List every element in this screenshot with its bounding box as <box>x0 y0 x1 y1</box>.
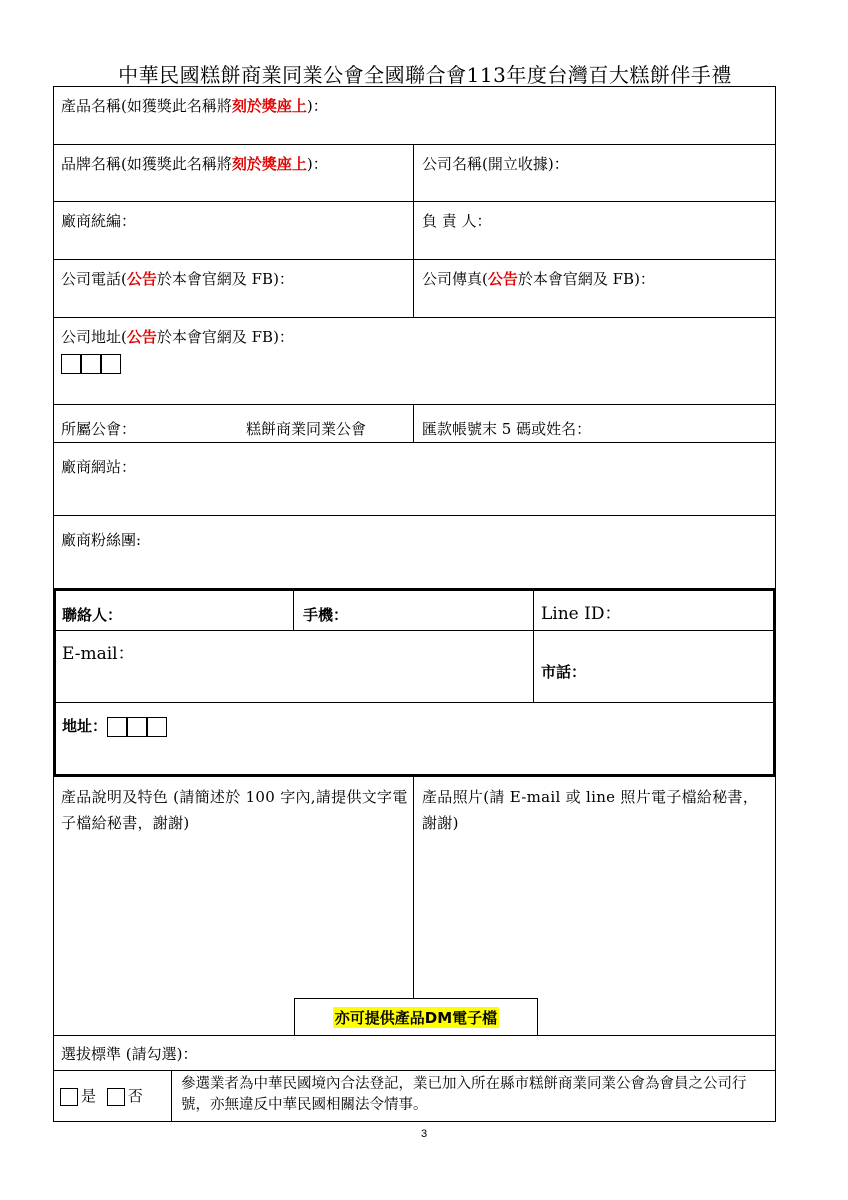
row-divider <box>53 442 776 443</box>
row-divider <box>53 515 776 516</box>
postal-box-icon[interactable] <box>107 717 127 737</box>
postal-code-boxes[interactable] <box>61 351 124 375</box>
tax-id-label: 廠商統編： <box>61 212 137 230</box>
postal-box-icon[interactable] <box>127 717 147 737</box>
description-label: 產品說明及特色 (請簡述於 100 字內,請提供文字電子檔給秘書，謝謝) <box>61 788 408 832</box>
responsible-person-label: 負 責 人： <box>422 212 492 230</box>
fanpage-label: 廠商粉絲團: <box>61 531 142 549</box>
row-divider <box>53 404 776 405</box>
row-divider <box>53 630 776 631</box>
row-divider <box>53 201 776 202</box>
mobile-label: 手機： <box>303 606 349 624</box>
criteria-options: 是 否 <box>60 1084 143 1108</box>
row-divider <box>53 144 776 145</box>
column-divider <box>413 777 414 998</box>
line-id-label: Line ID： <box>541 604 622 624</box>
company-address-label: 公司地址(公告於本會官網及 FB)： <box>61 328 294 346</box>
contact-address-label: 地址： <box>62 714 170 738</box>
website-label: 廠商網站： <box>61 458 137 476</box>
company-fax-label: 公司傳真(公告於本會官網及 FB)： <box>422 270 655 288</box>
company-phone-label: 公司電話(公告於本會官網及 FB)： <box>61 270 294 288</box>
criteria-statement: 參選業者為中華民國境內合法登記，業已加入所在縣市糕餅商業同業公會為會員之公司行號，亦無違反中華民國相關法令情事。 <box>181 1076 747 1113</box>
company-name-label: 公司名稱(開立收據)： <box>422 155 569 173</box>
column-divider <box>413 144 414 317</box>
page-number: 3 <box>420 1128 428 1140</box>
row-divider <box>53 702 776 703</box>
postal-box-icon[interactable] <box>81 354 101 374</box>
column-divider <box>533 588 534 702</box>
dm-note: 亦可提供產品DM電子檔 <box>334 1008 498 1027</box>
contact-person-label: 聯絡人： <box>62 606 123 624</box>
criteria-title: 選拔標準 (請勾選)： <box>61 1045 198 1063</box>
row-divider <box>53 259 776 260</box>
postal-box-icon[interactable] <box>61 354 81 374</box>
association-value: 糕餅商業同業公會 <box>246 420 367 438</box>
remittance-label: 匯款帳號末 5 碼或姓名： <box>422 420 592 438</box>
brand-name-label: 品牌名稱(如獲獎此名稱將刻於獎座上)： <box>61 155 328 173</box>
photo-label: 產品照片(請 E-mail 或 line 照片電子檔給秘書，謝謝) <box>422 788 759 832</box>
association-label: 所屬公會： <box>61 420 137 438</box>
column-divider <box>413 404 414 442</box>
postal-box-icon[interactable] <box>147 717 167 737</box>
email-label: E-mail： <box>62 644 135 664</box>
no-checkbox[interactable] <box>107 1088 125 1106</box>
contact-section <box>53 588 776 777</box>
dm-note-box <box>294 998 538 1036</box>
row-divider <box>53 1070 776 1071</box>
landline-label: 市話： <box>541 663 587 681</box>
page-title: 中華民國糕餅商業同業公會全國聯合會113年度台灣百大糕餅伴手禮 <box>118 63 732 87</box>
row-divider <box>53 317 776 318</box>
postal-box-icon[interactable] <box>101 354 121 374</box>
yes-checkbox[interactable] <box>60 1088 78 1106</box>
product-name-label: 產品名稱(如獲獎此名稱將刻於獎座上)： <box>61 97 328 115</box>
column-divider <box>293 588 294 630</box>
column-divider <box>171 1070 172 1122</box>
